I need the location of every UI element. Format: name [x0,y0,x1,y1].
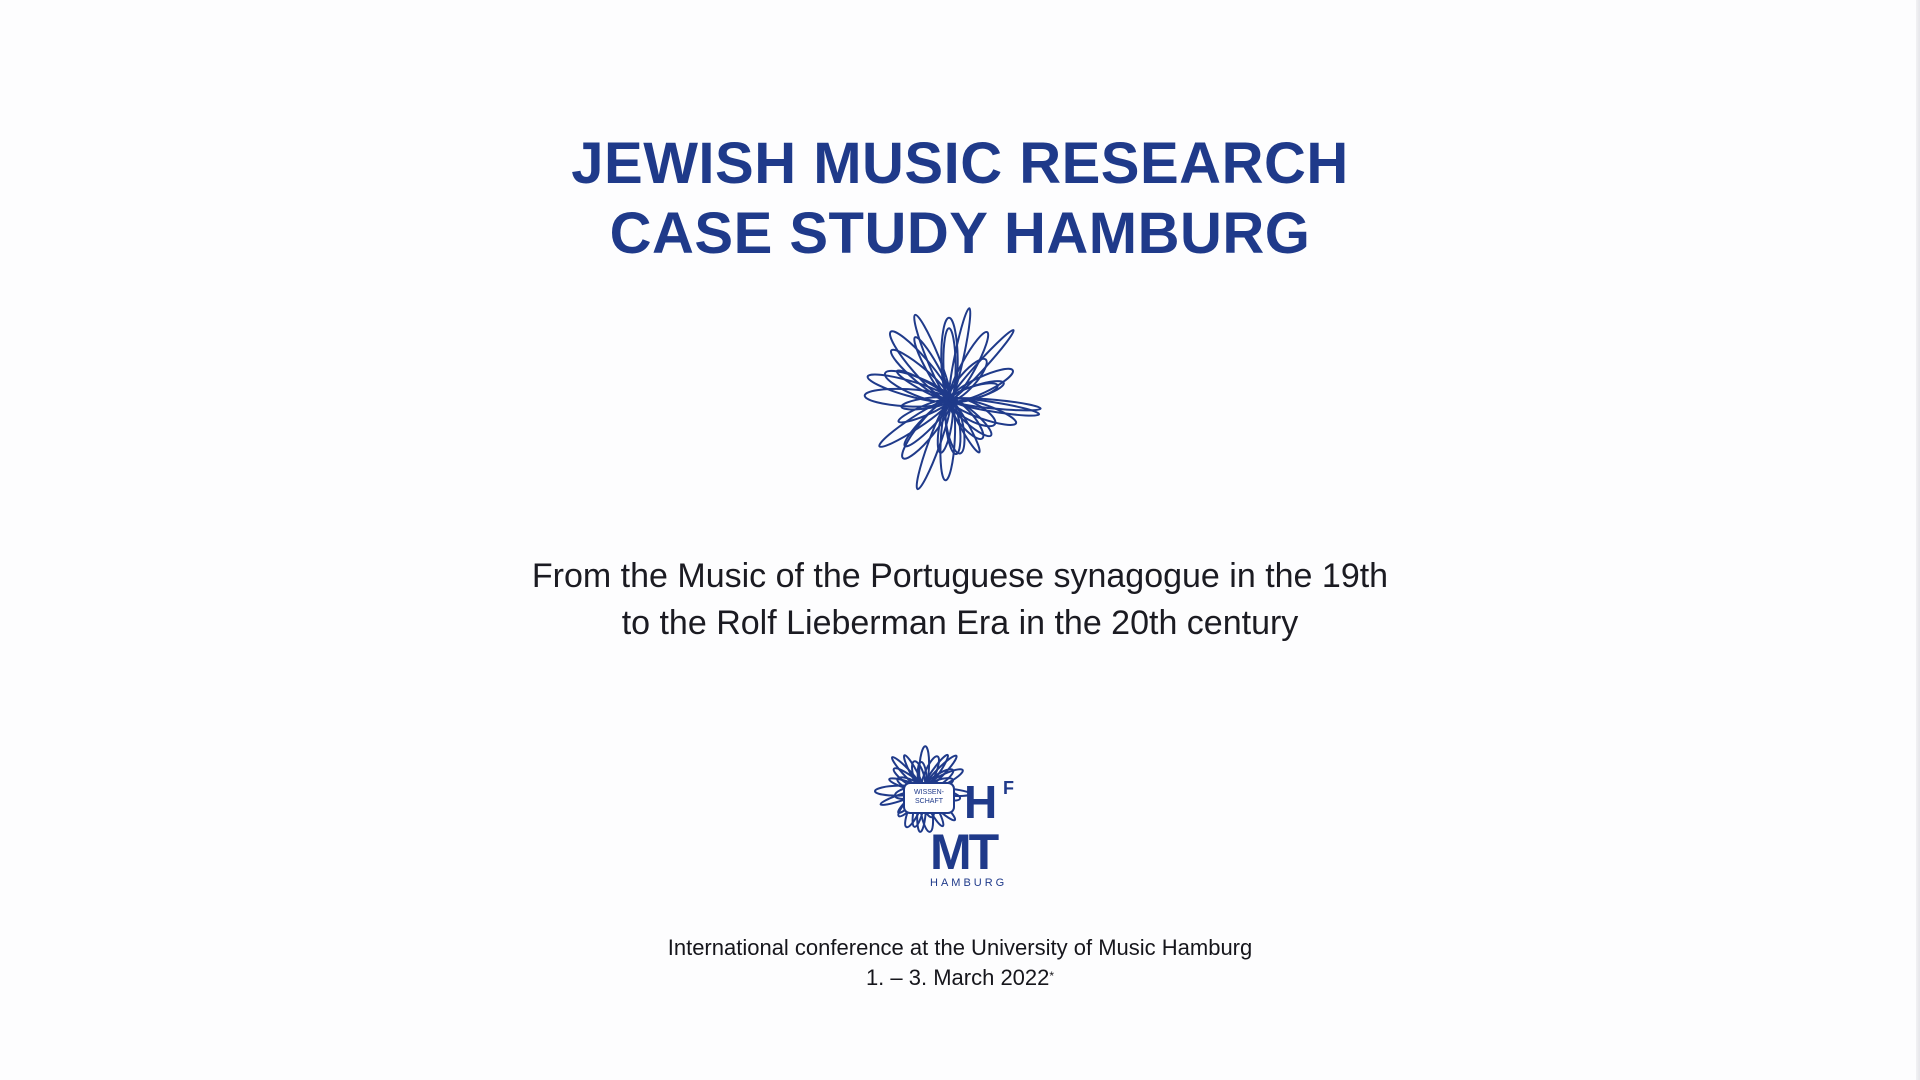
footer-conference: International conference at the University of Music Hamburg [667,935,1253,960]
footer-date-line [0,963,1920,993]
logo-letter-f: F [1003,778,1014,798]
scribble-burst-icon [845,300,1055,500]
footer-footnote-marker: * [1049,969,1055,983]
title-line-2: CASE STUDY HAMBURG [609,201,1311,266]
logo-letter-h: H [964,776,998,828]
logo-tag-text: WISSEN- SCHAFT [914,789,944,805]
title-line-1: JEWISH MUSIC RESEARCH [571,131,1349,196]
hfmt-logo [868,735,1028,891]
logo-tag [905,784,953,812]
footer-date: 1. – 3. March 2022 [865,965,1050,990]
logo-city: HAMBURG [930,877,1008,889]
subtitle-line-1: From the Music of the Portuguese synagogue in the 19th [531,557,1389,595]
subtitle-line-2: to the Rolf Lieberman Era in the 20th century [621,604,1299,642]
logo-letters-mt: MT [930,824,997,880]
